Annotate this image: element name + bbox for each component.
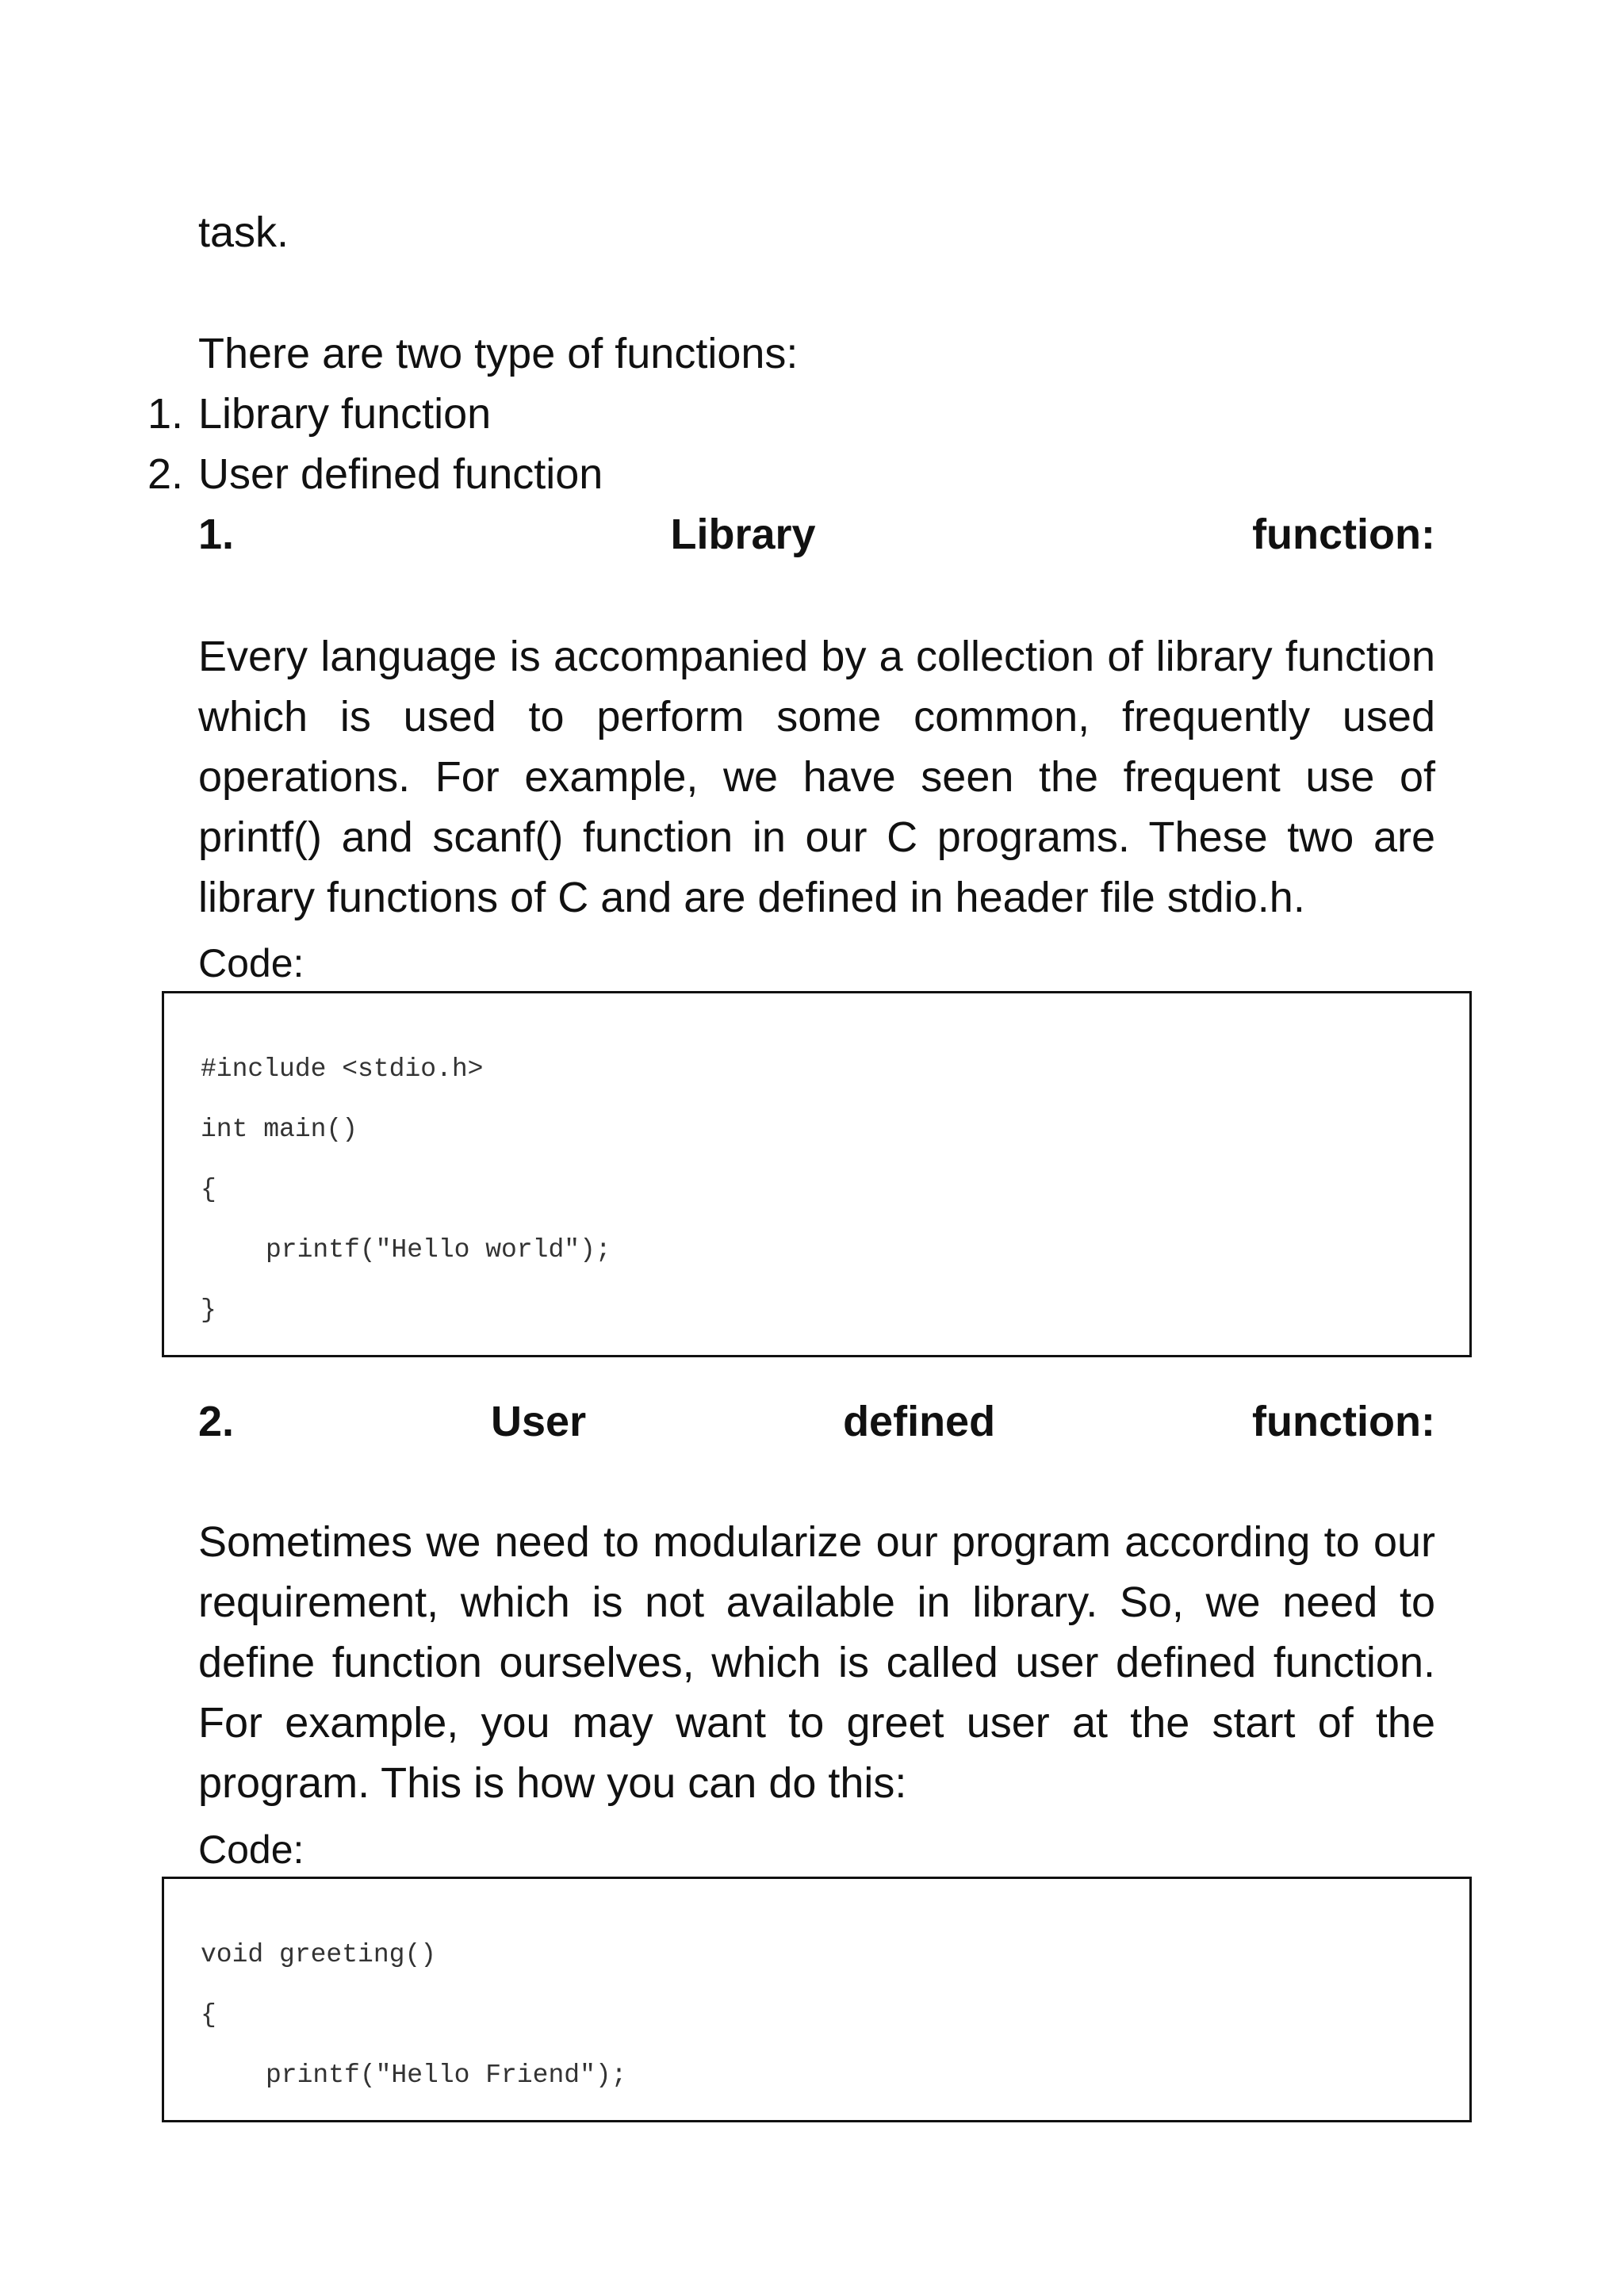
text-fragment-task: task. <box>198 209 289 256</box>
code-line: { <box>201 1175 216 1204</box>
heading-word: 2. <box>198 1398 235 1445</box>
code-line: printf("Hello Friend"); <box>266 2061 627 2090</box>
section-heading-user-defined-function <box>198 1391 1435 1452</box>
code-line: { <box>201 2000 216 2030</box>
list-item <box>147 384 603 444</box>
code-block-user-defined <box>162 1877 1472 2122</box>
function-types-lead: There are two type of functions: <box>198 330 799 377</box>
function-types-list <box>147 384 603 504</box>
list-item <box>147 444 603 504</box>
list-label: User defined function <box>198 450 603 498</box>
library-function-paragraph: Every language is accompanied by a collection of library function which is used to perform some common, frequently used operations. For example, we have seen the frequent use of printf() and scanf() function in our C programs. These two are library functions of C and are defined in header file stdio.h. <box>198 633 1435 921</box>
code-line: printf("Hello world"); <box>266 1235 611 1265</box>
code-line: #include <stdio.h> <box>201 1054 484 1084</box>
code-label: Code: <box>198 1827 304 1872</box>
code-line: } <box>201 1295 216 1325</box>
code-label: Code: <box>198 941 304 985</box>
heading-word: function: <box>1252 1398 1435 1445</box>
heading-word: function: <box>1252 511 1435 558</box>
list-number: 2. <box>147 450 184 498</box>
list-label: Library function <box>198 390 492 438</box>
heading-word: User <box>491 1398 587 1445</box>
code-line: void greeting() <box>201 1940 437 1969</box>
heading-word: Library <box>670 511 816 558</box>
user-defined-function-paragraph: Sometimes we need to modularize our program according to our requirement, which is not available in library. So, we need to define function ourselves, which is called user defined function. For example, you may want to greet user at the start of the program. This is how you can do this: <box>198 1518 1435 1807</box>
heading-word: 1. <box>198 511 235 558</box>
code-block-library <box>162 991 1472 1357</box>
heading-word: defined <box>843 1398 996 1445</box>
list-number: 1. <box>147 390 184 438</box>
section-heading-library-function <box>198 504 1435 564</box>
code-line: int main() <box>201 1115 358 1144</box>
